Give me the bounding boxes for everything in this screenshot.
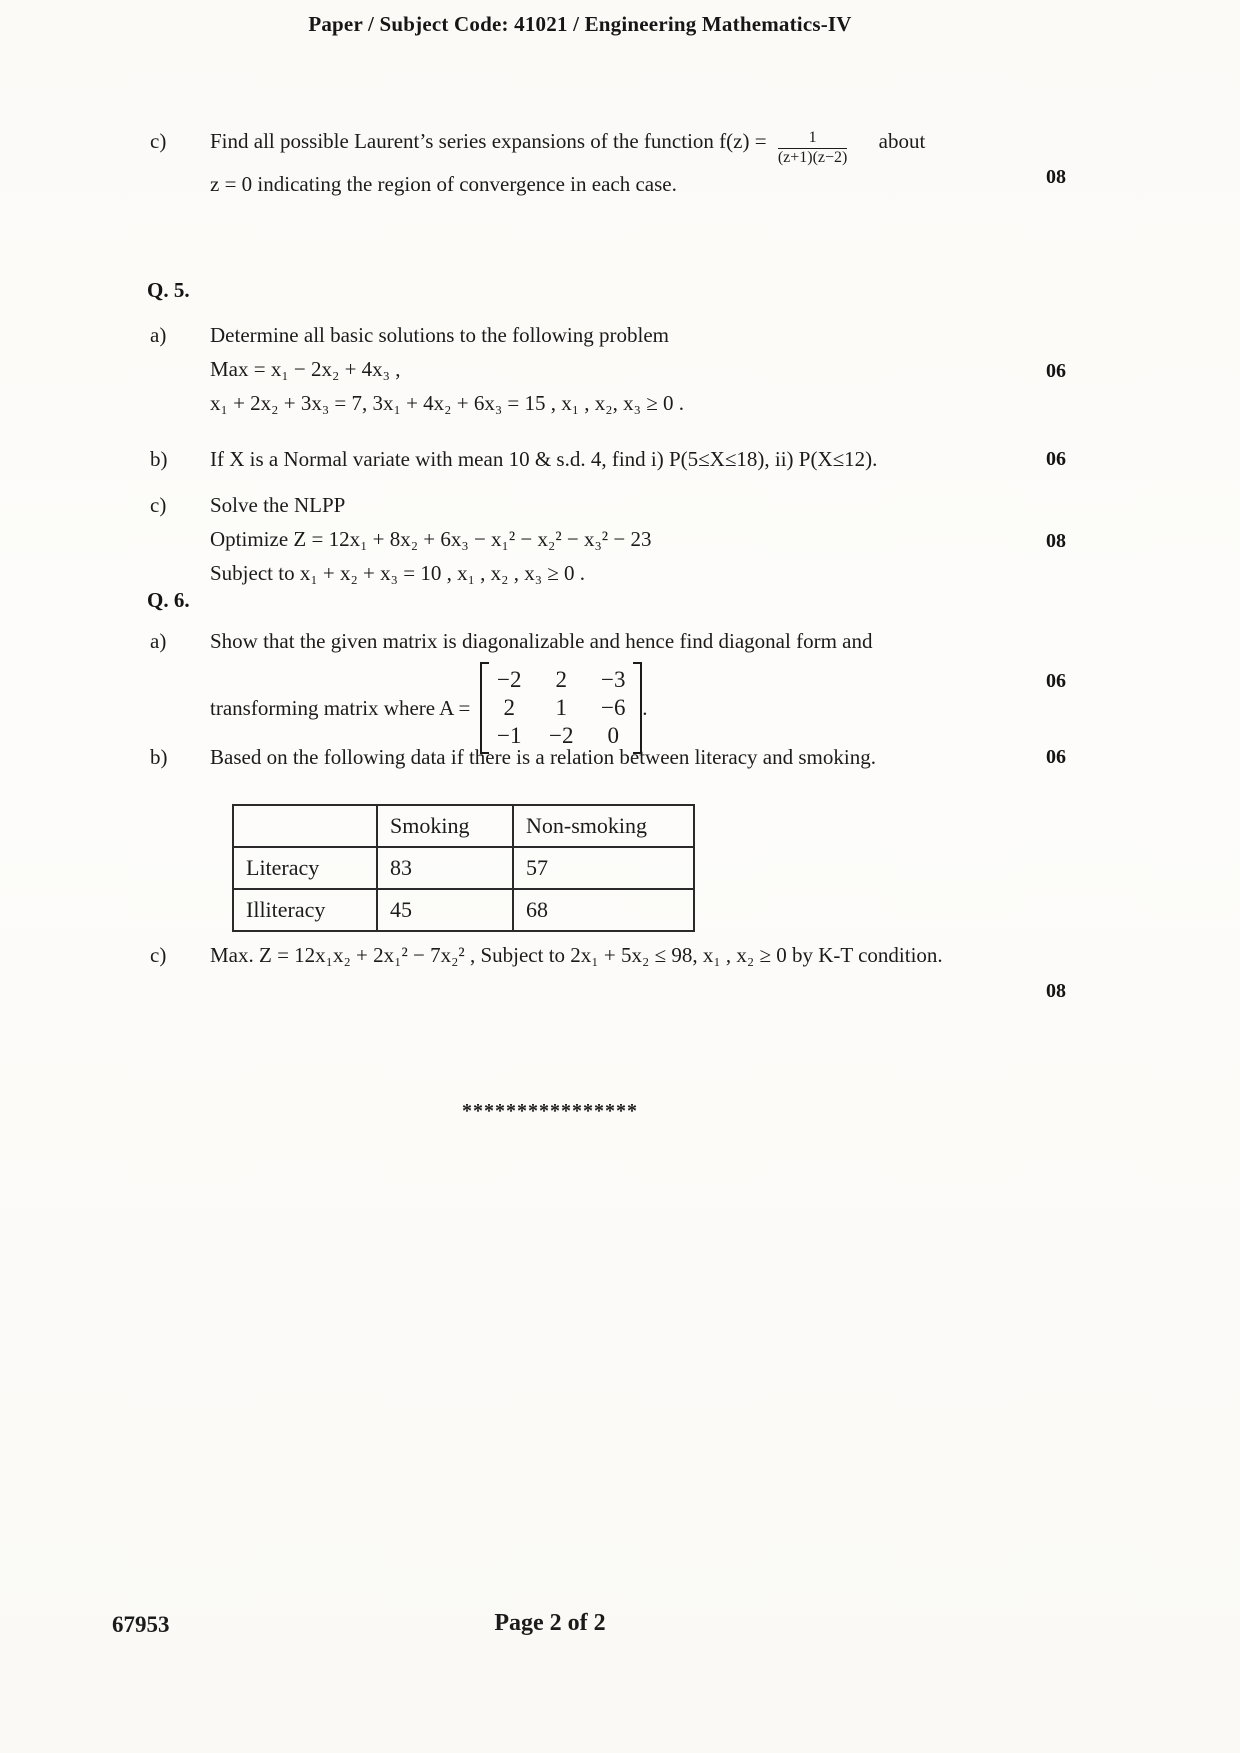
row-label: Illiteracy bbox=[233, 889, 377, 931]
question-label: c) bbox=[150, 129, 167, 153]
fraction-numerator: 1 bbox=[778, 130, 848, 149]
q5c-line1: Solve the NLPP bbox=[210, 493, 346, 517]
q5a-objective: Max = x₁ − 2x₂ + 4x₃ , bbox=[210, 357, 401, 381]
matrix-cell: −1 bbox=[497, 723, 522, 748]
question-text bbox=[210, 624, 1032, 754]
question-label: a) bbox=[150, 323, 167, 347]
end-of-paper-separator: **************** bbox=[462, 1100, 638, 1122]
matrix-cell: −2 bbox=[549, 723, 574, 748]
table-header-row bbox=[233, 805, 694, 847]
q6a-line2-after: . bbox=[642, 696, 648, 720]
question-5-heading: Q. 5. bbox=[147, 278, 190, 302]
table-header-smoking: Smoking bbox=[377, 805, 513, 847]
q5c-objective: Optimize Z = 12x₁ + 8x₂ + 6x₃ − x₁² − x₂² − x₃² − 23 bbox=[210, 527, 652, 551]
matrix-cell: 1 bbox=[555, 695, 568, 720]
q5c-constraints: Subject to x₁ + x₂ + x₃ = 10 , x₁ , x₂ , x₃ ≥ 0 . bbox=[210, 561, 586, 585]
q5b-line1: If X is a Normal variate with mean 10 & s.d. 4, find i) P(5≤X≤18), ii) P(X≤12). bbox=[210, 447, 878, 471]
question-4c bbox=[150, 124, 1090, 201]
question-5a bbox=[150, 318, 1090, 420]
matrix-cell: −3 bbox=[601, 667, 626, 692]
marks-badge: 06 bbox=[1046, 670, 1066, 692]
q6b-line1: Based on the following data if there is a relation between literacy and smoking. bbox=[210, 745, 876, 769]
table-row bbox=[233, 847, 694, 889]
cell-value: 83 bbox=[377, 847, 513, 889]
question-label: a) bbox=[150, 629, 167, 653]
q4c-text-after: about bbox=[878, 129, 926, 153]
fraction-denominator: (z+1)(z−2) bbox=[777, 149, 848, 166]
question-5c bbox=[150, 488, 1090, 590]
marks-badge: 06 bbox=[1046, 746, 1066, 768]
marks-badge: 06 bbox=[1046, 360, 1066, 382]
cell-value: 45 bbox=[377, 889, 513, 931]
table-header-nonsmoking: Non-smoking bbox=[513, 805, 694, 847]
question-text bbox=[210, 938, 1032, 1008]
literacy-smoking-table bbox=[232, 804, 695, 932]
row-label: Literacy bbox=[233, 847, 377, 889]
question-6c bbox=[150, 938, 1090, 1008]
marks-badge: 08 bbox=[1046, 980, 1066, 1002]
matrix-cell: 2 bbox=[503, 695, 516, 720]
q4c-line2: z = 0 indicating the region of convergence in each case. bbox=[210, 171, 677, 196]
q5a-line1: Determine all basic solutions to the following problem bbox=[210, 323, 669, 347]
paper-subject-header: Paper / Subject Code: 41021 / Engineering Mathematics-IV bbox=[308, 12, 852, 36]
cell-value: 57 bbox=[513, 847, 694, 889]
q6a-line1: Show that the given matrix is diagonalizable and hence find diagonal form and bbox=[210, 629, 873, 653]
question-label: b) bbox=[150, 745, 168, 769]
marks-badge: 08 bbox=[1046, 166, 1066, 188]
matrix-cell: 0 bbox=[607, 723, 620, 748]
paper-code-footer: 67953 bbox=[112, 1612, 170, 1637]
question-text bbox=[210, 124, 1032, 201]
question-label: c) bbox=[150, 493, 167, 517]
matrix-cell: −6 bbox=[601, 695, 626, 720]
question-6b bbox=[150, 740, 1090, 932]
question-6-heading: Q. 6. bbox=[147, 588, 190, 612]
table-header-blank bbox=[233, 805, 377, 847]
marks-badge: 08 bbox=[1046, 530, 1066, 552]
page-number: Page 2 of 2 bbox=[494, 1610, 606, 1636]
cell-value: 68 bbox=[513, 889, 694, 931]
fraction bbox=[778, 130, 848, 167]
question-text bbox=[210, 488, 1032, 590]
q4c-line1 bbox=[210, 124, 1032, 167]
q6a-line2-before: transforming matrix where A = bbox=[210, 696, 471, 720]
table-row bbox=[233, 889, 694, 931]
q6c-line1: Max. Z = 12x₁x₂ + 2x₁² − 7x₂² , Subject to 2x₁ + 5x₂ ≤ 98, x₁ , x₂ ≥ 0 by K-T condition. bbox=[210, 943, 943, 967]
question-text bbox=[210, 318, 1032, 420]
question-text bbox=[210, 740, 1032, 932]
question-text bbox=[210, 442, 1032, 476]
marks-badge: 06 bbox=[1046, 448, 1066, 470]
question-6a bbox=[150, 624, 1090, 754]
question-label: b) bbox=[150, 447, 168, 471]
question-label: c) bbox=[150, 943, 167, 967]
matrix-cell: 2 bbox=[555, 667, 568, 692]
question-5b bbox=[150, 442, 1090, 476]
q5a-constraints: x₁ + 2x₂ + 3x₃ = 7, 3x₁ + 4x₂ + 6x₃ = 15 , x₁ , x₂, x₃ ≥ 0 . bbox=[210, 391, 684, 415]
matrix-cell: −2 bbox=[497, 667, 522, 692]
q4c-text-before: Find all possible Laurent’s series expansions of the function f(z) = bbox=[210, 129, 767, 153]
